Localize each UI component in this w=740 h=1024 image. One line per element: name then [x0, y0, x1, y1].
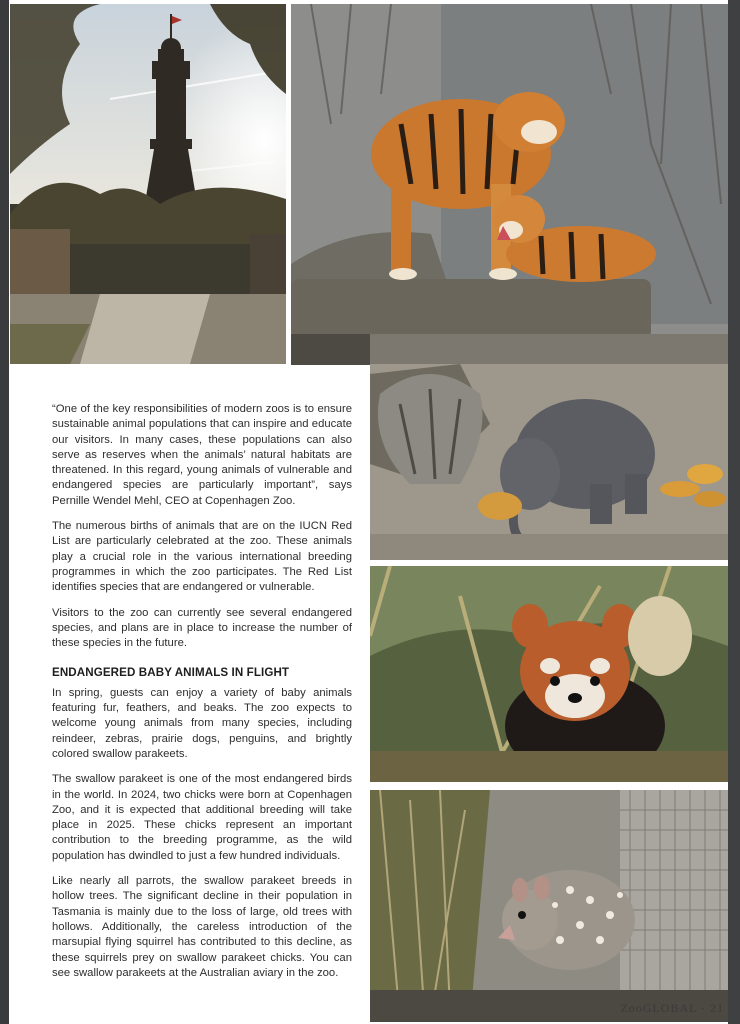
- section-paragraph-3: Like nearly all parrots, the swallow parakeet breeds in hollow trees. The significant decline in their population in Tasmania is mainly due to the loss of large, old trees with hollows. Additionally, the careless introduction of the marsupial flying squirrel has contributed to this decline, as these squirrels prey on swallow parakeet chicks. You can see swallow parakeets at the Australian aviary in the zoo.: [52, 875, 352, 979]
- article-text: [52, 402, 352, 991]
- page-edge-right: [728, 0, 740, 1024]
- intro-paragraph-1: “One of the key responsibilities of modern zoos is to ensure sustainable animal populations that can inspire and educate our visitors. In many cases, these populations can also serve as reserves when the animals’ natural habitats are threatened. In this regard, young animals of vulnerable and endangered species are particularly important”, says Pernille Wendel Mehl, CEO at Copenhagen Zoo.: [52, 403, 352, 507]
- red-panda-photo: [370, 566, 728, 782]
- zoo-tower-photo: [10, 4, 286, 364]
- section-paragraph-1: In spring, guests can enjoy a variety of baby animals featuring fur, feathers, and beaks. The zoo expects to welcome young animals from many species, including reindeer, zebras, prairie dogs, penguins, and brightly colored swallow parakeets.: [52, 686, 352, 760]
- magazine-name: ZooGLOBAL: [620, 1001, 697, 1015]
- section-paragraph-2: The swallow parakeet is one of the most endangered birds in the world. In 2024, two chicks were born at Copenhagen Zoo, and it is expected that additional breeding will take place in 2025. These chicks represent an important contribution to the breeding programme, as the wild population has dwindled to just a few hundred individuals.: [52, 773, 352, 862]
- quoll-photo: [370, 790, 728, 1022]
- baby-elephant-photo: [370, 334, 728, 560]
- section-heading: ENDANGERED BABY ANIMALS IN FLIGHT: [52, 666, 290, 680]
- page-edge-left: [0, 0, 9, 1024]
- intro-paragraph-2: The numerous births of animals that are on the IUCN Red List are particularly celebrated at the zoo. These animals play a crucial role in the various international breeding programmes in which the zoo participates. The Red List identifies species that are endangered or vulnerable.: [52, 520, 352, 594]
- page-number: 21: [710, 1001, 724, 1015]
- page-footer: ZooGLOBAL · 21: [620, 1001, 724, 1015]
- tigers-photo: [291, 4, 728, 365]
- intro-paragraph-3: Visitors to the zoo can currently see several endangered species, and plans are in place to increase the number of these species in the future.: [52, 606, 352, 650]
